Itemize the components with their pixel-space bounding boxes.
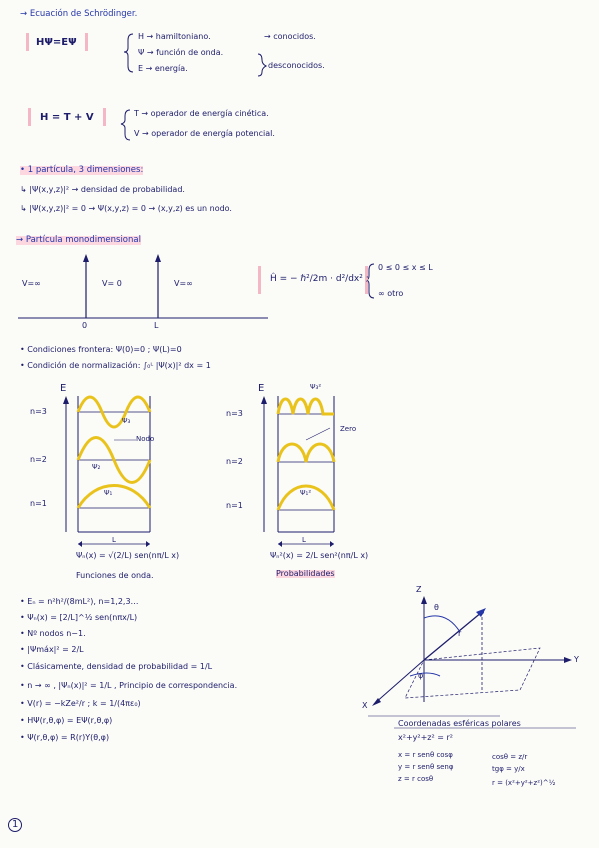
hamiltonian-1d: Ĥ = − ℏ²/2m · d²/dx² ; [270, 274, 369, 284]
potential-right: V=∞ [174, 279, 193, 288]
bullet-nodes: • Nº nodos n−1. [20, 629, 86, 638]
right-level-2: n=2 [226, 457, 243, 466]
bullet-energy: • Eₙ = n²h²/(8mL²), n=1,2,3… [20, 597, 139, 606]
right-psi3-label: Ψ₃² [310, 383, 322, 391]
particle1d-heading: → Partícula monodimensional [16, 235, 141, 245]
left-node-label: Nodo [136, 435, 155, 443]
normalization-condition: • Condición de normalización: ∫₀ᴸ |Ψ(x)|² dx = 1 [20, 361, 211, 370]
spherical-eq2: x = r senθ cosφ [398, 751, 453, 759]
left-psi3-label: Ψ₃ [122, 417, 131, 425]
spherical-eq1: x²+y²+z² = r² [398, 733, 453, 742]
page-title: → Ecuación de Schrödinger. [20, 9, 138, 19]
def-kinetic: T → operador de energía cinética. [134, 109, 269, 118]
bullet-psimax: • |Ψmáx|² = 2/L [20, 645, 84, 654]
border-conditions: • Condiciones frontera: Ψ(0)=0 ; Ψ(L)=0 [20, 345, 182, 354]
def-known: → conocidos. [264, 32, 316, 41]
right-level-3: n=3 [226, 409, 243, 418]
right-level-1: n=1 [226, 501, 243, 510]
potential-mid: V= 0 [102, 279, 122, 288]
bullet-separation: • Ψ(r,θ,φ) = R(r)Y(θ,φ) [20, 733, 110, 742]
spherical-eq5: cosθ = z/r [492, 753, 528, 761]
spherical-title: Coordenadas esféricas polares [398, 719, 521, 728]
right-formula: Ψₙ²(x) = 2/L sen²(nπ/L x) [270, 551, 369, 560]
bullet-correspondence: • n → ∞ , |Ψₙ(x)|² = 1/L , Principio de correspondencia. [20, 681, 238, 690]
right-psi1-label: Ψ₁² [300, 489, 312, 497]
def-wavefunction: Ψ → función de onda. [138, 48, 224, 57]
bullet-classical: • Clásicamente, densidad de probabilidad = 1/L [20, 662, 213, 671]
def-potential: V → operador de energía potencial. [134, 129, 275, 138]
axis-x-label: X [362, 701, 368, 710]
axis-l: L [154, 321, 159, 330]
right-energy-axis: E [258, 383, 265, 394]
bullet-potential: • V(r) = −kZe²/r ; k = 1/(4πε₀) [20, 699, 141, 708]
page-number: 1 [8, 818, 22, 832]
bullet-wavefunction: • Ψₙ(x) = [2/L]^½ sen(nπx/L) [20, 613, 138, 622]
left-formula: Ψₙ(x) = √(2/L) sen(nπ/L x) [76, 551, 180, 560]
spherical-eq6: tgφ = y/x [492, 765, 525, 773]
bullet-schrodinger-3d: • HΨ(r,θ,φ) = EΨ(r,θ,φ) [20, 716, 113, 725]
axis-z-label: Z [416, 585, 422, 594]
left-psi2-label: Ψ₂ [92, 463, 101, 471]
theta-label: θ [434, 603, 439, 612]
right-caption: Probabilidades [276, 569, 335, 578]
spherical-eq3: y = r senθ senφ [398, 763, 454, 771]
left-caption: Funciones de onda. [76, 571, 154, 580]
left-level-3: n=3 [30, 407, 47, 416]
potential-left: V=∞ [22, 279, 41, 288]
particle3d-line1: ↳ |Ψ(x,y,z)|² → densidad de probabilidad. [20, 185, 185, 194]
left-level-2: n=2 [30, 455, 47, 464]
right-zero-label: Zero [340, 425, 357, 433]
hamiltonian-equation: H = T + V [40, 112, 94, 123]
r-label: r [458, 629, 462, 638]
left-level-1: n=1 [30, 499, 47, 508]
right-width-label: L [302, 536, 306, 544]
particle3d-heading: • 1 partícula, 3 dimensiones: [20, 165, 144, 175]
left-psi1-label: Ψ₁ [104, 489, 113, 497]
def-energy: E → energía. [138, 64, 188, 73]
schrodinger-equation: HΨ=EΨ [36, 37, 77, 48]
axis-y-label: Y [574, 655, 579, 664]
potential-case-1: 0 ≤ 0 ≤ x ≤ L [378, 263, 433, 272]
axis-zero: 0 [82, 321, 88, 330]
def-hamiltonian: H → hamiltoniano. [138, 32, 211, 41]
phi-label: φ [418, 671, 424, 680]
left-width-label: L [112, 536, 116, 544]
def-unknown: desconocidos. [268, 61, 325, 70]
potential-case-2: ∞ otro [378, 289, 404, 298]
left-energy-axis: E [60, 383, 67, 394]
spherical-eq4: z = r cosθ [398, 775, 434, 783]
spherical-eq7: r = (x²+y²+z²)^½ [492, 779, 556, 787]
particle3d-line2: ↳ |Ψ(x,y,z)|² = 0 → Ψ(x,y,z) = 0 → (x,y,z) es un nodo. [20, 204, 232, 213]
